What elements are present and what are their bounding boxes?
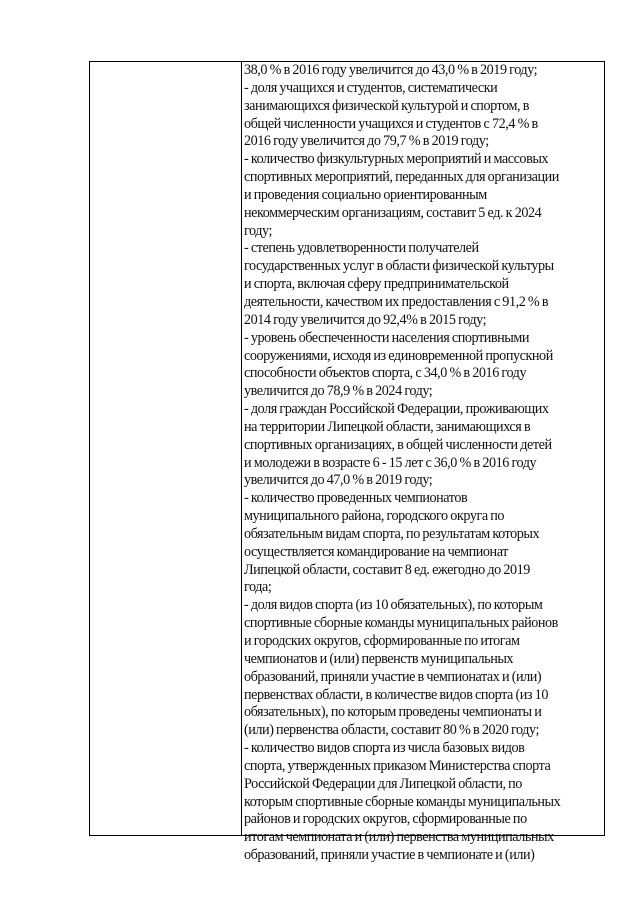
text-line: деятельности, качеством их предоставления с 91,2 % в: [244, 293, 549, 310]
text-line: - количество видов спорта из числа базовых видов: [244, 740, 525, 757]
text-line: образований, приняли участие в чемпионате и (или): [244, 847, 535, 864]
text-line: сооружениями, исходя из единовременной пропускной: [244, 347, 553, 364]
text-line: и городских округов, сформированные по итогам: [244, 633, 520, 649]
text-line: первенствах области, в количестве видов спорта (из 10: [244, 686, 548, 703]
text-line: муниципального района, городского округа по: [244, 508, 505, 525]
text-line: образований, приняли участие в чемпионатах и (или): [244, 668, 542, 685]
text-line: 2016 году увеличится до 79,7 % в 2019 году;: [244, 133, 489, 150]
text-line: обязательных), по которым проведены чемпионаты и: [244, 704, 542, 721]
text-line: - уровень обеспеченности населения спортивными: [244, 329, 530, 346]
text-line: году;: [244, 222, 272, 239]
text-line: года;: [244, 579, 272, 596]
text-line: обязательным видам спорта, по результатам которых: [244, 525, 540, 542]
text-line: и проведения социально ориентированным: [244, 186, 487, 203]
text-line: (или) первенства области, составит 80 % в 2020 году;: [244, 722, 539, 739]
document-table: [89, 61, 605, 864]
text-line: спортивных мероприятий, переданных для организации: [244, 169, 559, 186]
text-line: увеличится до 47,0 % в 2019 году;: [244, 472, 433, 489]
text-line: Липецкой области, составит 8 ед. ежегодно до 2019: [244, 561, 530, 578]
text-line: спортивные сборные команды муниципальных районов: [244, 615, 558, 632]
text-line: занимающихся физической культурой и спортом, в: [244, 97, 529, 114]
text-line: 38,0 % в 2016 году увеличится до 43,0 % в 2019 году;: [244, 62, 538, 78]
text-line: - количество проведенных чемпионатов: [244, 490, 468, 507]
text-line: - доля граждан Российской Федерации, проживающих: [244, 401, 549, 418]
text-line: и молодежи в возрасте 6 - 15 лет с 36,0 % в 2016 году: [244, 454, 537, 471]
text-line: районов и городских округов, сформированные по: [244, 811, 527, 828]
text-line: Российской Федерации для Липецкой области, по: [244, 775, 522, 792]
text-line: - степень удовлетворенности получателей: [244, 240, 479, 257]
text-line: 2014 году увеличится до 92,4% в 2015 году;: [244, 311, 487, 328]
right-cell-text: [244, 62, 604, 864]
text-line: которым спортивные сборные команды муниципальных: [244, 793, 561, 810]
text-line: - доля видов спорта (из 10 обязательных), по которым: [244, 597, 543, 614]
text-line: государственных услуг в области физической культуры: [244, 258, 554, 275]
text-line: спортивных организациях, в общей численности детей: [244, 436, 552, 453]
text-line: увеличится до 78,9 % в 2024 году;: [244, 383, 433, 400]
text-line: и спорта, включая сферу предпринимательской: [244, 276, 509, 293]
text-line: - доля учащихся и студентов, систематически: [244, 79, 498, 96]
text-line: - количество физкультурных мероприятий и массовых: [244, 151, 549, 168]
text-line: некоммерческим организациям, составит 5 ед. к 2024: [244, 204, 542, 221]
left-cell: [90, 62, 241, 835]
text-line: способности объектов спорта, с 34,0 % в 2016 году: [244, 365, 527, 382]
column-divider: [241, 62, 242, 835]
text-line: осуществляется командирование на чемпионат: [244, 543, 508, 560]
text-line: чемпионатов и (или) первенств муниципальных: [244, 650, 514, 667]
text-line: общей численности учащихся и студентов с 72,4 % в: [244, 115, 538, 132]
text-line: итогам чемпионата и (или) первенства муниципальных: [244, 829, 554, 846]
text-line: на территории Липецкой области, занимающихся в: [244, 418, 531, 435]
text-line: спорта, утвержденных приказом Министерства спорта: [244, 757, 551, 774]
